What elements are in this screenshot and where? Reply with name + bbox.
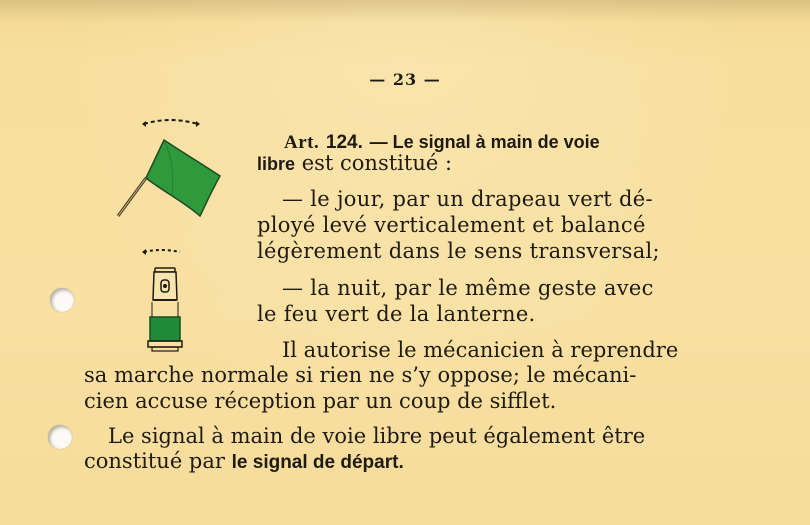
final-line-2-emphasis: le signal de départ. xyxy=(231,452,404,473)
article-number: 124. xyxy=(325,132,363,153)
authorization-line-1: Il autorise le mécanicien à reprendre xyxy=(282,338,679,362)
article-title: — Le signal à main de voie xyxy=(369,132,600,152)
authorization-line-2: sa marche normale si rien ne s’y oppose; le mécani- xyxy=(84,363,637,387)
article-prefix: Art. xyxy=(284,132,320,153)
night-line-1: — la nuit, par le même geste avec xyxy=(282,276,654,300)
final-line-2-start: constitué par xyxy=(84,449,225,473)
day-line-3: légèrement dans le sens transversal; xyxy=(257,239,660,263)
authorization-line-3: cien accuse réception par un coup de sifflet. xyxy=(84,389,557,413)
page-number: — 23 — xyxy=(369,70,441,89)
day-line-2: ployé levé verticalement et balancé xyxy=(257,213,646,237)
night-line-2: le feu vert de la lanterne. xyxy=(257,302,536,326)
punch-hole xyxy=(50,288,74,312)
day-line-1: — le jour, par un drapeau vert dé- xyxy=(282,187,653,211)
article-title-word: libre xyxy=(257,154,296,174)
punch-hole xyxy=(48,425,72,449)
paper-top-edge xyxy=(0,0,810,22)
green-flag-icon xyxy=(112,112,222,220)
article-title-rest: est constitué : xyxy=(301,151,453,175)
final-line-1: Le signal à main de voie libre peut également être xyxy=(108,424,646,448)
final-line-2 xyxy=(84,448,404,476)
article-title-continued xyxy=(257,150,452,177)
lantern-icon xyxy=(140,244,190,356)
